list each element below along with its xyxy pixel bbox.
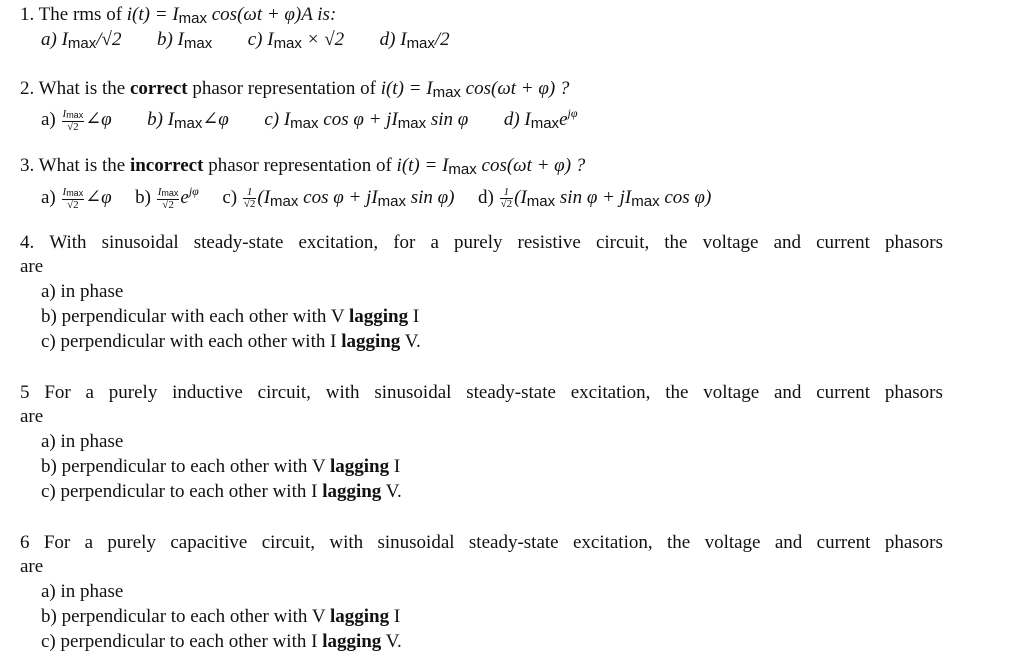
q6-word: and (774, 532, 803, 553)
q1-stem-math: i(t) = I (126, 4, 179, 25)
q3-option-d-num: 1 (500, 187, 514, 199)
q4-word: a (430, 232, 439, 253)
q5-option-a: a) in phase (41, 431, 124, 452)
q4-word: sinusoidal (101, 232, 179, 253)
q5-word: sinusoidal (374, 382, 452, 403)
q6-word: with (329, 532, 364, 553)
q2-option-c-sub: max (290, 115, 319, 132)
q6-option-b-pre: b) perpendicular to each other with V (41, 606, 330, 627)
q2-option-a-tail: ∠φ (85, 109, 112, 130)
q3-option-c-sub2: max (377, 193, 406, 210)
q3-option-b-label: b) (135, 187, 151, 208)
q6-stem (20, 532, 943, 554)
q2-option-a-label: a) (41, 109, 56, 130)
q6-word: a (84, 532, 94, 553)
q4-option-c-bold: lagging (341, 331, 401, 352)
q1-option-d: d) I (379, 29, 407, 50)
q5-word: inductive (172, 382, 243, 403)
q6-word: capacitive (170, 532, 248, 553)
q5-option-b-post: I (389, 456, 401, 477)
q5-word: excitation, (570, 382, 651, 403)
q6-word: sinusoidal (377, 532, 455, 553)
q1-option-a-sub: max (67, 35, 97, 52)
q6-option-b (41, 606, 400, 628)
q5-word: 5 (20, 382, 30, 403)
q4-option-a: a) in phase (41, 281, 124, 302)
q2-option-a-frac (62, 109, 85, 133)
q4-word: excitation, (298, 232, 379, 253)
q4-word: With (49, 232, 87, 253)
q3-option-d-sub2: max (631, 193, 660, 210)
q3-option-d-pre: (I (514, 187, 527, 208)
q2-option-b: b) I (147, 109, 175, 130)
q5-word: with (325, 382, 360, 403)
q5-stem (20, 382, 943, 404)
q5-word: a (85, 382, 94, 403)
q6-word: purely (107, 532, 156, 553)
q4-word: phasors (884, 232, 943, 253)
q3-option-c-num: 1 (243, 187, 257, 199)
q3-option-c-den: √2 (243, 198, 256, 211)
q6-word: voltage (704, 532, 761, 553)
q5-word: current (816, 382, 871, 403)
q1-option-b-sub: max (183, 35, 213, 52)
q1-option-b: b) I (156, 29, 184, 50)
q3-option-d-mid: sin φ + jI (555, 187, 632, 208)
q4-option-b-pre: b) perpendicular with each other with V (41, 306, 349, 327)
q1-option-a: a) I (41, 29, 68, 50)
q6-option-b-post: I (389, 606, 401, 627)
q6-word: circuit, (261, 532, 315, 553)
q6-option-c-pre: c) perpendicular to each other with I (41, 631, 323, 652)
q2-option-d-sup: jφ (567, 106, 578, 120)
q6-word: steady-state (468, 532, 559, 553)
q4-stem-cont: are (20, 256, 44, 277)
q1-option-c: c) I (247, 29, 274, 50)
q3-stem-math: i(t) = I (396, 155, 449, 176)
q5-word: the (665, 382, 689, 403)
q5-option-c-pre: c) perpendicular to each other with I (41, 481, 323, 502)
q2-option-c-sub2: max (397, 115, 427, 132)
q4-word: and (773, 232, 801, 253)
q3-option-b-exp-base: e (180, 187, 189, 208)
q3-option-d-den: √2 (500, 198, 513, 211)
q3-option-c-tail: sin φ) (406, 187, 455, 208)
q1-stem (20, 4, 336, 30)
q1-stem-math2: cos(ωt + φ)A is: (207, 4, 337, 25)
q3-stem (20, 155, 585, 181)
q5-option-c-post: V. (381, 481, 402, 502)
q6-word: phasors (884, 532, 943, 553)
q2-option-a-num: I (62, 107, 67, 120)
q3-stem-math2: cos(ωt + φ) ? (476, 155, 586, 176)
q1-option-d-sub: max (406, 35, 435, 52)
q2-option-d-exp-base: e (559, 109, 568, 130)
q4-word: purely (453, 232, 503, 253)
q2-option-b-tail: ∠φ (202, 109, 229, 130)
q5-stem-cont: are (20, 406, 44, 427)
q2-stem-math2: cos(ωt + φ) ? (460, 78, 570, 99)
q3-option-c-pre: (I (257, 187, 271, 208)
q6-stem-cont: are (20, 556, 44, 577)
q3-option-b-sup: jφ (188, 184, 199, 198)
q3-stem-pre: 3. What is the (20, 155, 130, 176)
q5-option-b (41, 456, 400, 478)
q5-option-c (41, 481, 402, 503)
q6-word: the (666, 532, 691, 553)
q5-word: steady-state (466, 382, 556, 403)
q3-option-b-den: √2 (162, 198, 174, 211)
q2-stem-sub: max (432, 84, 461, 101)
q2-option-d-sub: max (530, 115, 560, 132)
q6-option-c (41, 631, 402, 653)
q4-option-b-post: I (408, 306, 420, 327)
q4-word: steady-state (193, 232, 284, 253)
q4-word: circuit, (595, 232, 650, 253)
q5-word: purely (108, 382, 158, 403)
q2-stem-bold: correct (129, 78, 188, 99)
q2-stem-pre: 2. What is the (20, 78, 130, 99)
q3-option-c-label: c) (222, 187, 238, 208)
q1-stem-sub: max (178, 10, 207, 27)
q2-option-d: d) I (503, 109, 531, 130)
q6-option-c-bold: lagging (322, 631, 382, 652)
q3-option-d-label: d) (478, 187, 494, 208)
q3-option-d-tail: cos φ) (659, 187, 712, 208)
q4-word: for (393, 232, 416, 253)
q4-stem (20, 232, 943, 254)
q3-option-a-tail: ∠φ (85, 187, 112, 208)
q6-word: current (816, 532, 871, 553)
q1-option-d-tail: /2 (434, 29, 450, 50)
q5-word: and (773, 382, 802, 403)
q2-option-b-sub: max (174, 115, 203, 132)
q4-word: 4. (20, 232, 35, 253)
q2-stem (20, 78, 569, 104)
q6-option-a: a) in phase (41, 581, 124, 602)
q3-option-b-num: I (157, 185, 162, 198)
q3-options (41, 180, 711, 213)
q5-word: circuit, (257, 382, 311, 403)
q6-word: 6 (20, 532, 30, 553)
q6-word: excitation, (572, 532, 653, 553)
q1-stem-text: 1. The rms of (20, 4, 127, 25)
q3-option-a-num: I (62, 185, 67, 198)
q3-option-a-frac (62, 187, 85, 211)
q6-word: For (43, 532, 71, 553)
q3-stem-bold: incorrect (129, 155, 204, 176)
q3-stem-post: phasor representation of (203, 155, 397, 176)
q2-options (41, 102, 577, 135)
q2-option-c-tail: sin φ (426, 109, 469, 130)
q1-option-c-sub: max (273, 35, 302, 52)
q2-option-c: c) I (264, 109, 291, 130)
q5-word: voltage (703, 382, 760, 403)
q1-options (41, 29, 450, 55)
q3-option-b-num-sub: max (161, 187, 179, 198)
q4-option-c-pre: c) perpendicular with each other with I (41, 331, 342, 352)
q1-option-c-tail: × √2 (301, 29, 345, 50)
q4-word: resistive (517, 232, 581, 253)
q5-option-b-bold: lagging (329, 456, 390, 477)
q3-option-a-den: √2 (67, 198, 79, 211)
q5-word: phasors (884, 382, 943, 403)
q2-stem-math: i(t) = I (380, 78, 433, 99)
q3-option-c-frac (243, 187, 257, 210)
q4-option-b (41, 306, 419, 328)
q4-word: voltage (702, 232, 759, 253)
q3-option-c-mid: cos φ + jI (298, 187, 378, 208)
q5-option-c-bold: lagging (322, 481, 382, 502)
q5-option-b-pre: b) perpendicular to each other with V (41, 456, 330, 477)
q3-option-a-num-sub: max (66, 187, 84, 198)
q6-option-c-post: V. (381, 631, 402, 652)
q1-option-a-tail: /√2 (96, 29, 122, 50)
q4-word: the (664, 232, 688, 253)
q3-stem-sub: max (448, 161, 477, 178)
q3-option-d-sub: max (526, 193, 556, 210)
q3-option-b-frac (157, 187, 180, 211)
q2-option-a-num-sub: max (66, 109, 84, 120)
q4-option-c (41, 331, 421, 353)
q3-option-a-label: a) (41, 187, 56, 208)
q2-option-a-den: √2 (67, 120, 79, 133)
q6-option-b-bold: lagging (329, 606, 390, 627)
q2-stem-post: phasor representation of (187, 78, 381, 99)
q4-option-b-bold: lagging (348, 306, 409, 327)
q3-option-d-frac (500, 187, 514, 210)
q5-word: For (44, 382, 71, 403)
q3-option-c-sub: max (270, 193, 299, 210)
q4-word: current (816, 232, 870, 253)
q2-option-c-mid: cos φ + jI (318, 109, 398, 130)
q4-option-c-post: V. (400, 331, 421, 352)
